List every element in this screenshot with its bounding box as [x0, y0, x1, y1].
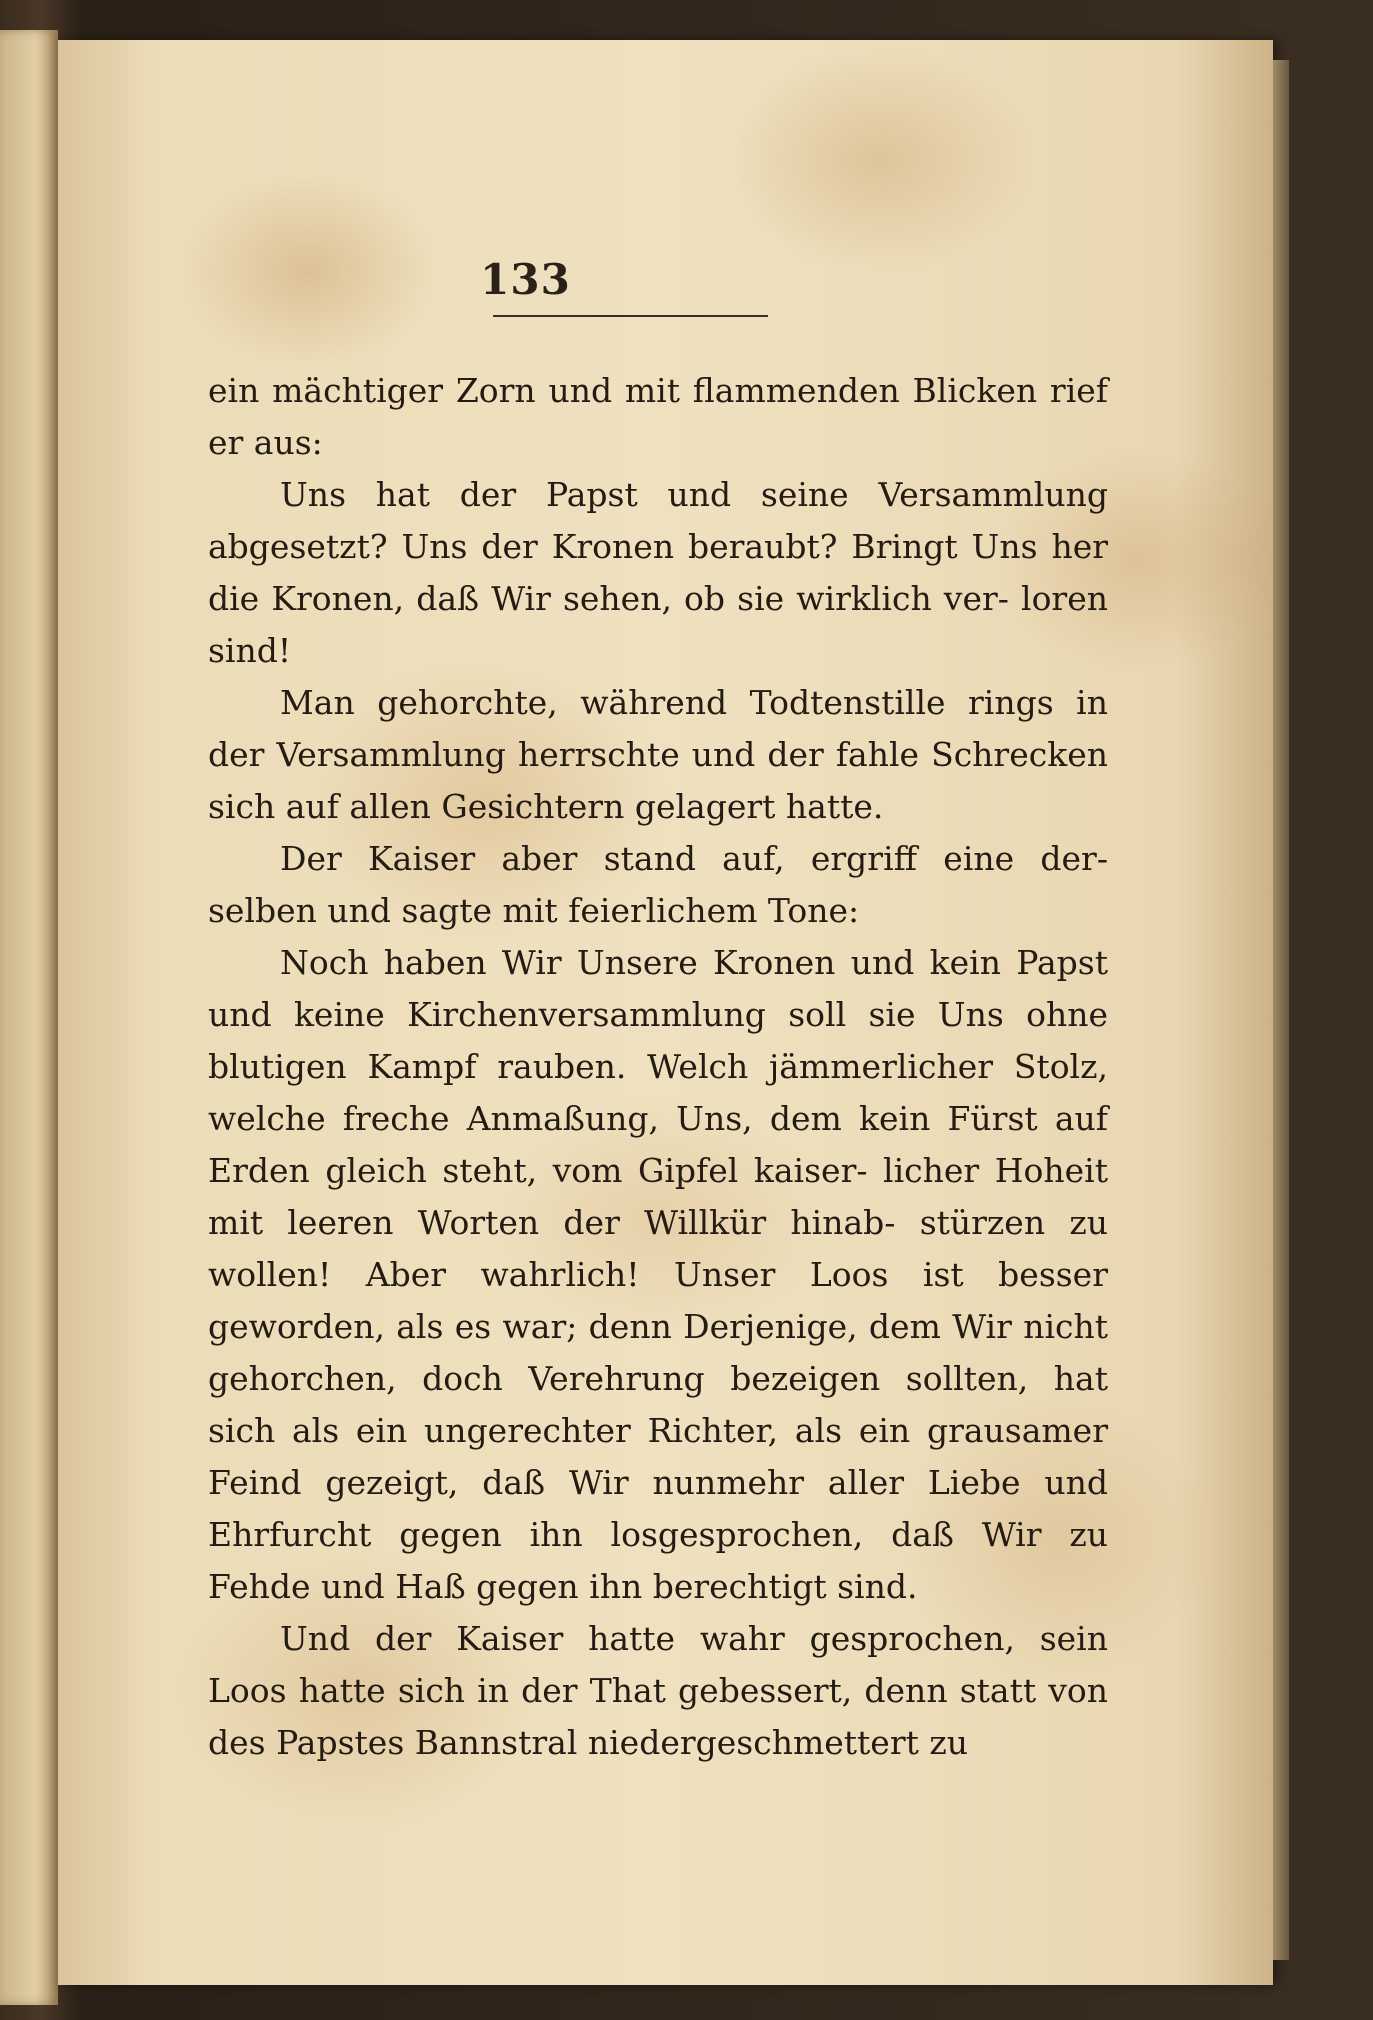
book-page [58, 40, 1273, 1985]
body-text [208, 365, 1108, 1769]
paragraph-1: ein mächtiger Zorn und mit flammenden Blicken rief er aus: [208, 371, 1108, 462]
paragraph-6: Und der Kaiser hatte wahr gesprochen, sein Loos hatte sich in der That gebessert, denn statt von des Papstes Bannstral niedergeschmettert zu [208, 1619, 1108, 1762]
header-rule [493, 315, 768, 317]
paragraph-3: Man gehorchte, während Todtenstille rings in der Versammlung herrschte und der fahle Schrecken sich auf allen Gesichtern gelagert hatte. [208, 683, 1108, 826]
paragraph-5: Noch haben Wir Unsere Kronen und kein Papst und keine Kirchenversammlung soll sie Uns ohne blutigen Kampf rauben. Welch jämmerlicher Stolz, welche freche Anmaßung, Uns, dem kein Fürst auf Erden gleich steht, vom Gipfel kaiser- licher Hoheit mit leeren Worten der Willkür hinab- stürzen zu wollen! Aber wahrlich! Unser Loos ist besser geworden, als es war; denn Derjenige, dem Wir nicht gehorchen, doch Verehrung bezeigen sollten, hat sich als ein ungerechter Richter, als ein grausamer Feind gezeigt, daß Wir nunmehr aller Liebe und Ehrfurcht gegen ihn losgesprochen, daß Wir zu Fehde und Haß gegen ihn berechtigt sind. [208, 943, 1108, 1606]
page-number: 133 [480, 255, 571, 304]
paragraph-2: Uns hat der Papst und seine Versammlung abgesetzt? Uns der Kronen beraubt? Bringt Uns her die Kronen, daß Wir sehen, ob sie wirklich ver- loren sind! [208, 475, 1108, 670]
paragraph-4: Der Kaiser aber stand auf, ergriff eine der- selben und sagte mit feierlichem Tone: [208, 839, 1108, 930]
left-page-edge [0, 30, 58, 2005]
right-page-edge [1273, 60, 1289, 1960]
